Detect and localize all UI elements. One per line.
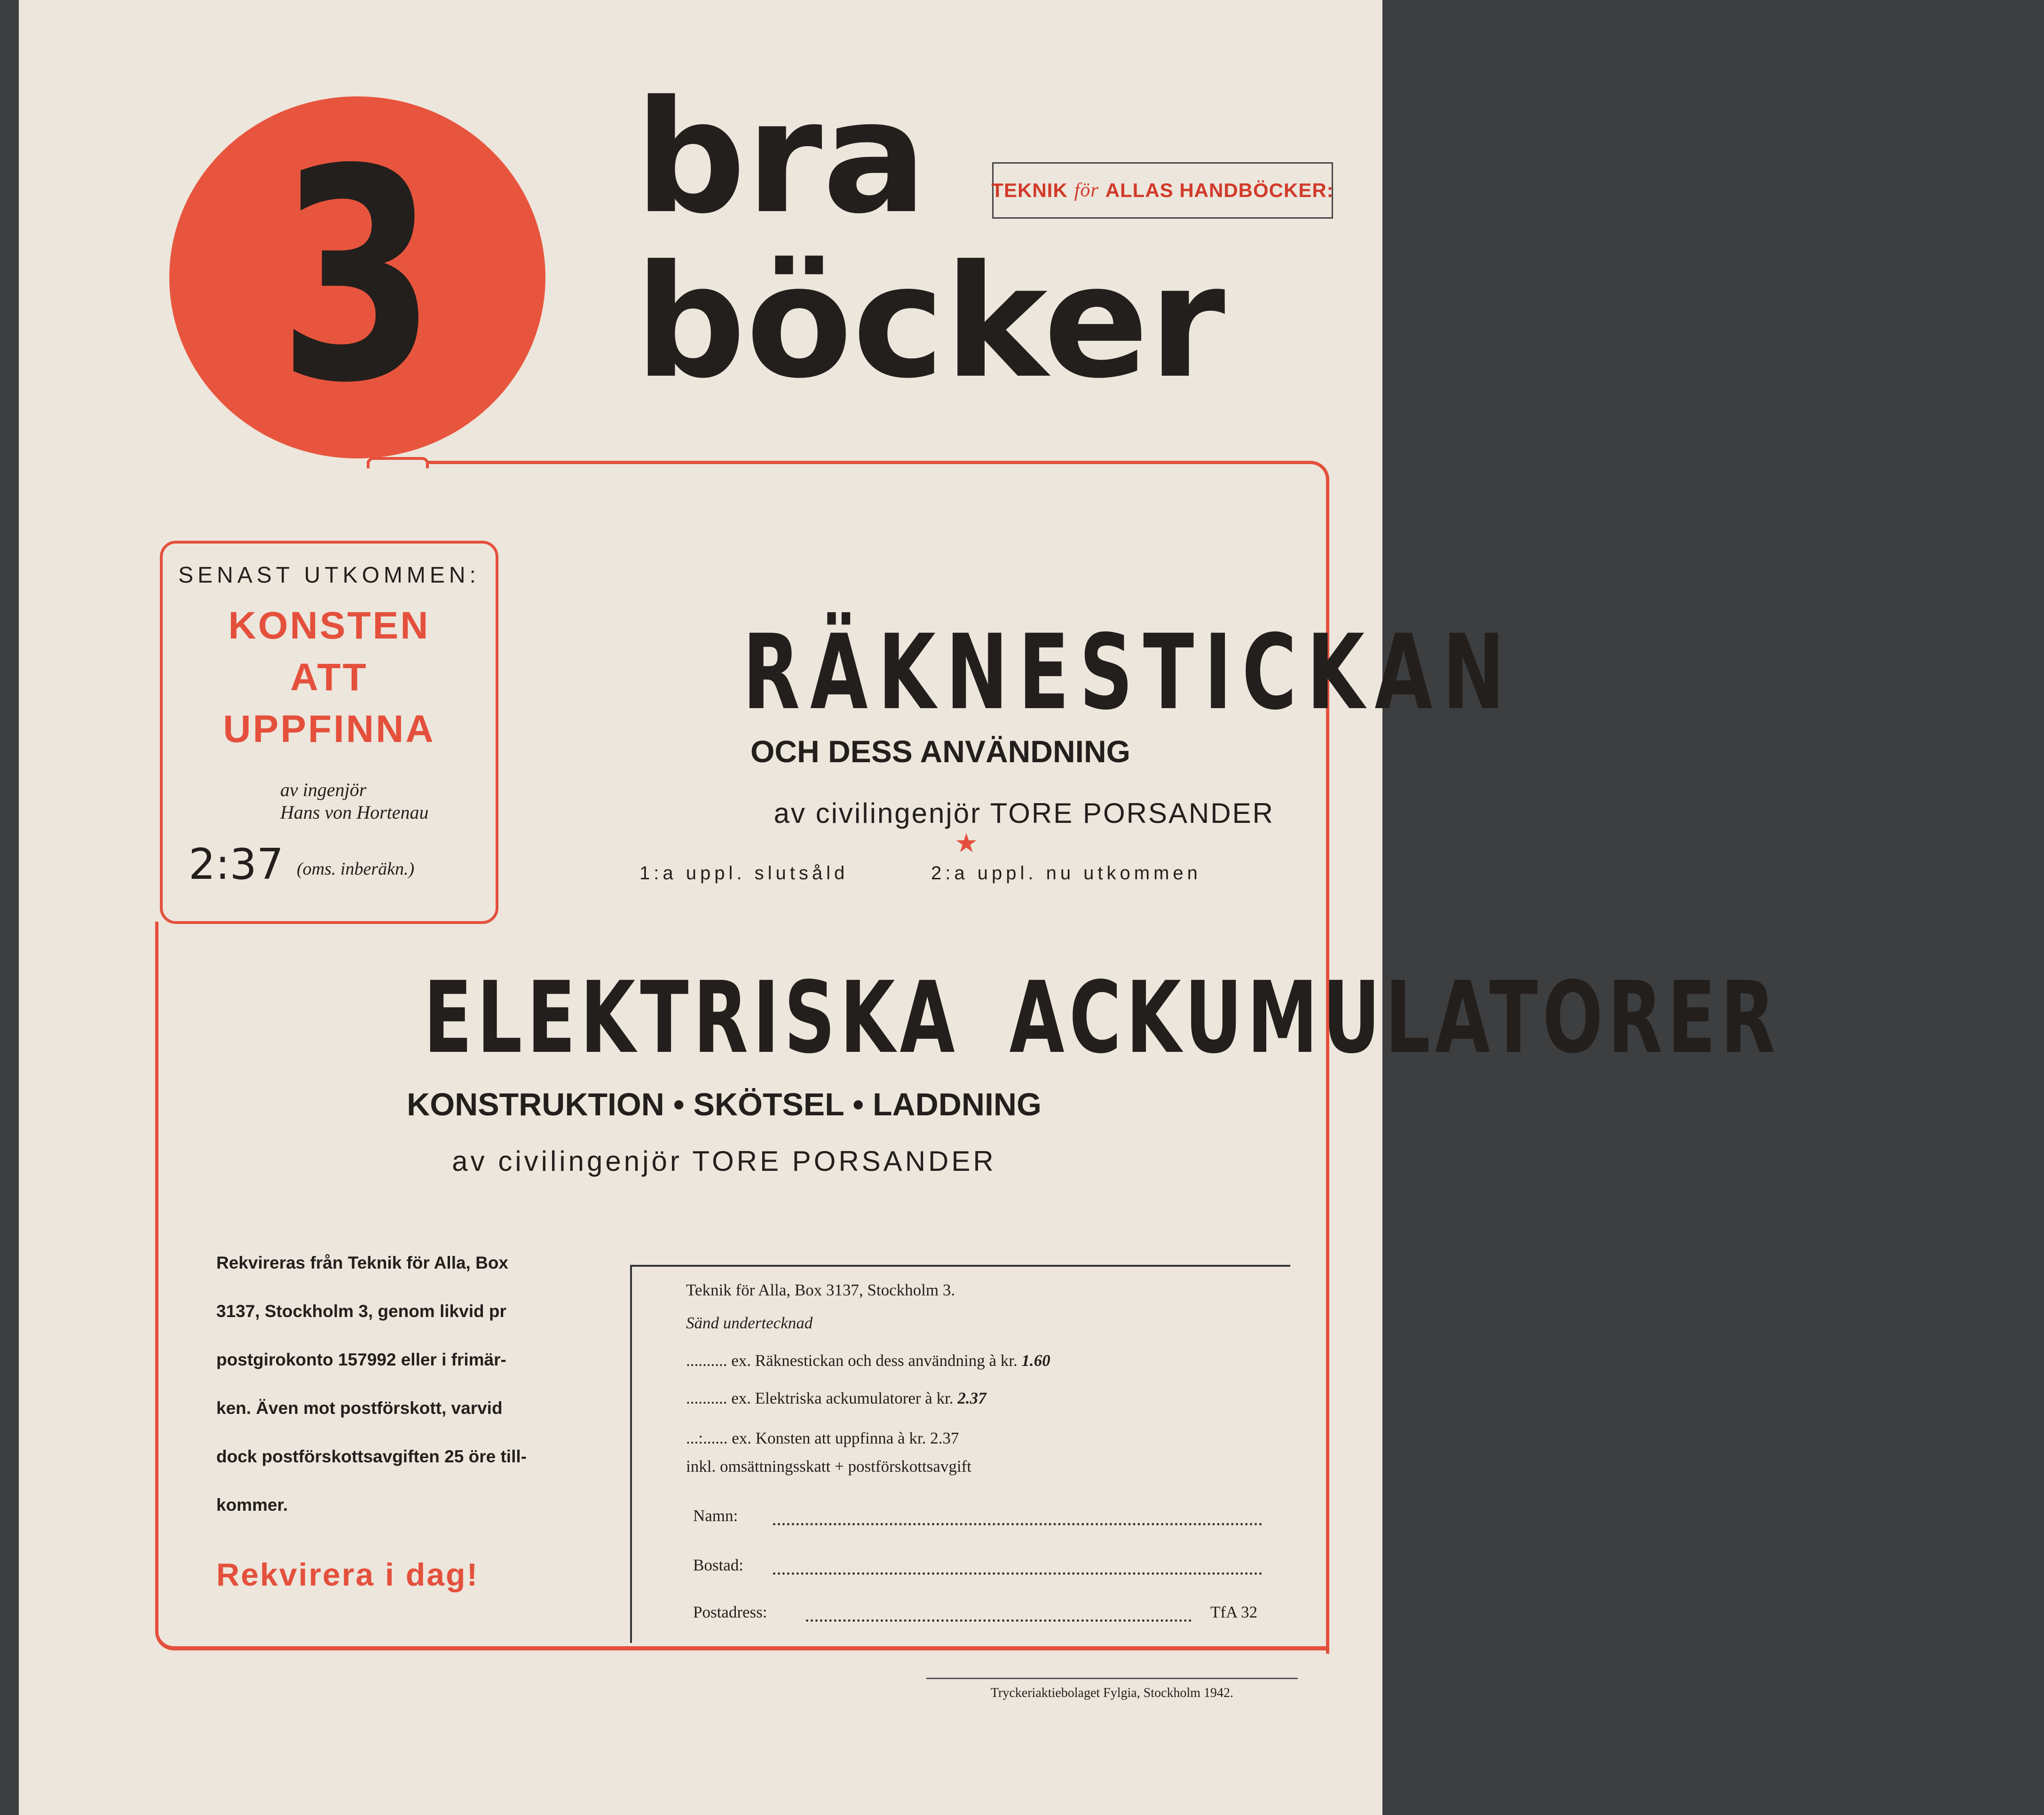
new-book-price: 2:37 <box>189 840 284 889</box>
order-coupon <box>630 1265 1290 1643</box>
order-info-line: dock postförskottsavgiften 25 öre till- <box>216 1447 527 1466</box>
coupon-address: Teknik för Alla, Box 3137, Stockholm 3. <box>686 1281 955 1299</box>
coupon-item[interactable] <box>686 1351 1050 1370</box>
order-call-to-action: Rekvirera i dag! <box>216 1557 479 1593</box>
header-word-bocker: böcker <box>635 232 1225 412</box>
coupon-name-label: Namn: <box>693 1507 738 1525</box>
book1-title: RÄKNESTICKAN <box>742 612 1515 733</box>
series-part2: för <box>1074 180 1099 201</box>
coupon-home-label: Bostad: <box>693 1556 743 1574</box>
order-info-line: ken. Även mot postförskott, varvid <box>216 1398 503 1418</box>
book1-title-wrap <box>592 612 1515 733</box>
book2-author: av civilingenjör TORE PORSANDER <box>452 1145 996 1177</box>
coupon-item-price: 1.60 <box>1021 1351 1050 1370</box>
header-word-bra: bra <box>635 67 927 248</box>
new-book-heading: SENAST UTKOMMEN: <box>178 563 480 588</box>
new-book-author-line2: Hans von Hortenau <box>280 802 429 823</box>
new-book-price-note: (oms. inberäkn.) <box>297 859 415 879</box>
book2-subtitle: KONSTRUKTION • SKÖTSEL • LADDNING <box>407 1087 1042 1122</box>
coupon-item[interactable] <box>686 1429 959 1448</box>
order-info <box>216 1253 602 1544</box>
series-label <box>992 162 1333 219</box>
series-part1: TEKNIK <box>991 179 1068 201</box>
book1-author: av civilingenjör TORE PORSANDER <box>773 797 1274 829</box>
new-book-title-line: UPPFINNA <box>223 708 435 750</box>
frame-left-border <box>155 922 158 1627</box>
coupon-item-text: .......... ex. Räknestickan och dess användning à kr. <box>686 1351 1018 1370</box>
coupon-home-field[interactable] <box>773 1572 1262 1575</box>
coupon-item[interactable] <box>686 1389 986 1408</box>
new-book-author-line1: av ingenjör <box>280 779 367 800</box>
book1-subtitle: OCH DESS ANVÄNDNING <box>750 734 1130 769</box>
order-info-line: 3137, Stockholm 3, genom likvid pr <box>216 1302 506 1321</box>
series-part3: ALLAS HANDBÖCKER: <box>1105 179 1334 201</box>
page <box>19 0 1780 1815</box>
new-book-box <box>160 541 498 924</box>
new-book-title-line: ATT <box>290 656 368 699</box>
book1-edition2: 2:a uppl. nu utkommen <box>931 863 1201 884</box>
coupon-name-field[interactable] <box>773 1523 1262 1525</box>
coupon-code: TfA 32 <box>1210 1603 1258 1621</box>
new-book-title <box>163 600 496 755</box>
printer-imprint: Tryckeriaktiebolaget Fylgia, Stockholm 1942. <box>926 1678 1298 1701</box>
coupon-item-price: 2.37 <box>930 1429 959 1447</box>
order-info-line: kommer. <box>216 1495 288 1515</box>
order-info-line: Rekvireras från Teknik för Alla, Box <box>216 1253 509 1272</box>
star-icon: ★ <box>955 828 979 858</box>
coupon-tax-note: inkl. omsättningsskatt + postförskottsavgift <box>686 1457 971 1476</box>
book2-title: ELEKTRISKA ACKUMULATORER <box>423 960 1780 1075</box>
new-book-title-line: KONSTEN <box>228 604 430 647</box>
coupon-send: Sänd undertecknad <box>686 1314 813 1332</box>
book2-title-wrap <box>160 960 1780 1075</box>
order-info-line: postgirokonto 157992 eller i frimär- <box>216 1350 506 1369</box>
coupon-post-label: Postadress: <box>693 1603 767 1621</box>
coupon-post-field[interactable] <box>806 1619 1192 1622</box>
coupon-item-price: 2.37 <box>957 1389 986 1407</box>
header-number: 3 <box>278 108 437 447</box>
coupon-item-text: ...:...... ex. Konsten att uppfinna à kr. <box>686 1429 926 1447</box>
book1-edition1: 1:a uppl. slutsåld <box>639 863 849 884</box>
coupon-item-text: .......... ex. Elektriska ackumulatorer à kr. <box>686 1389 954 1407</box>
frame-connector <box>367 457 429 468</box>
